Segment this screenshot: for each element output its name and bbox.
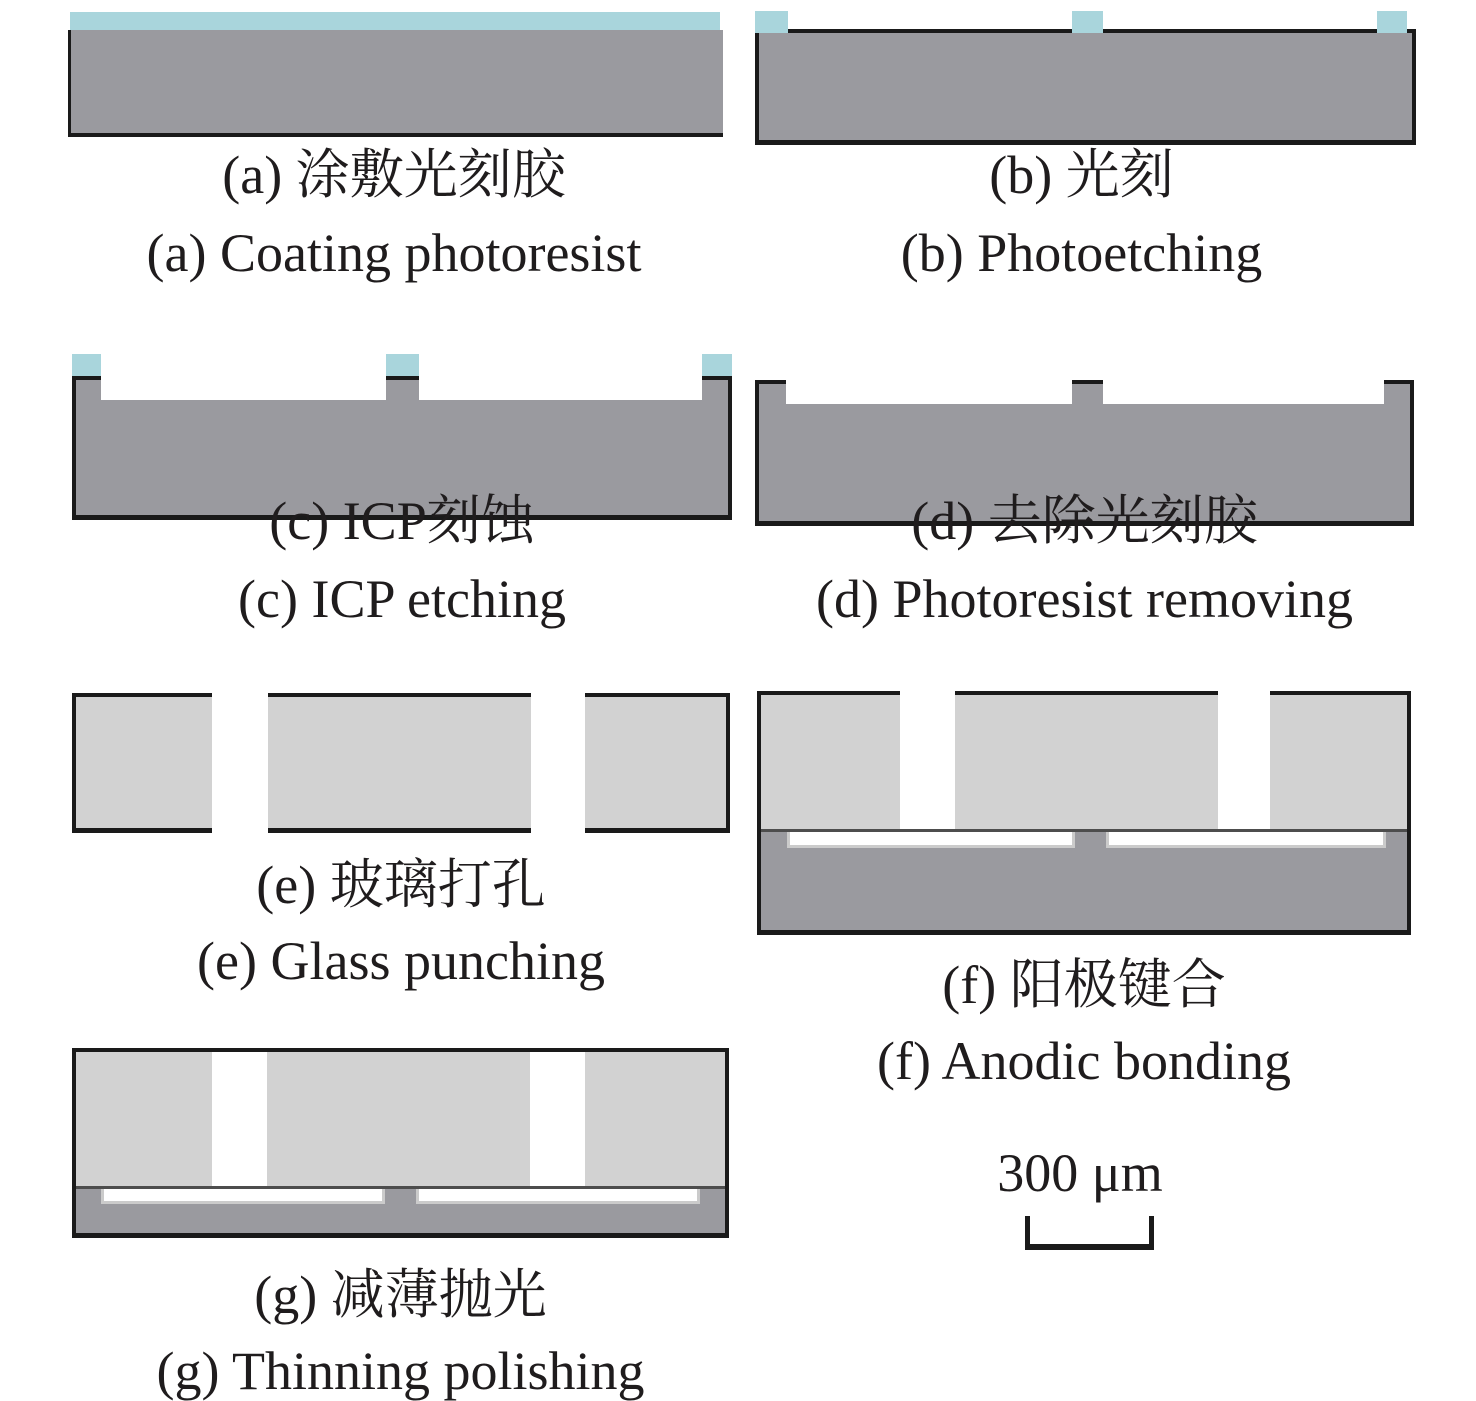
glass-punched-hole xyxy=(212,1052,267,1186)
caption-f-zh: (f) 阳极键合 xyxy=(942,955,1226,1015)
caption-f-en: (f) Anodic bonding xyxy=(877,1031,1291,1091)
caption-b-zh: (b) 光刻 xyxy=(989,145,1174,205)
photoresist-pad xyxy=(702,354,732,376)
caption-b-en: (b) Photoetching xyxy=(900,223,1263,283)
etch-cavity xyxy=(101,1189,385,1204)
photoresist-pad xyxy=(72,354,101,376)
scale-bar-label: 300 μm xyxy=(997,1143,1163,1203)
etch-cavity xyxy=(416,1189,700,1204)
silicon-substrate xyxy=(755,29,1416,145)
caption-e-en: (e) Glass punching xyxy=(197,931,605,991)
silicon-thinned-body xyxy=(76,1189,725,1233)
photoresist-pad xyxy=(1072,11,1103,33)
silicon-substrate xyxy=(68,30,723,137)
caption-c-zh: (c) ICP刻蚀 xyxy=(269,491,535,551)
glass-punched-hole xyxy=(530,1052,585,1186)
etch-cavity xyxy=(1106,832,1386,848)
glass-block xyxy=(72,693,212,833)
caption-e-zh: (e) 玻璃打孔 xyxy=(256,855,546,915)
caption-d-zh: (d) 去除光刻胶 xyxy=(911,491,1258,551)
glass-layer xyxy=(76,1052,725,1186)
glass-block xyxy=(1270,691,1407,829)
thinned-bonded-stack xyxy=(72,1048,729,1238)
photoresist-pad xyxy=(386,354,419,376)
glass-block xyxy=(585,693,730,833)
caption-g-zh: (g) 减薄抛光 xyxy=(254,1265,547,1325)
glass-block xyxy=(955,691,1218,829)
etch-cavity xyxy=(787,832,1075,848)
photoresist-layer xyxy=(70,12,720,30)
silicon-etched-body xyxy=(761,832,1407,930)
bonded-stack xyxy=(757,691,1411,935)
caption-a-en: (a) Coating photoresist xyxy=(146,223,642,283)
caption-a-zh: (a) 涂敷光刻胶 xyxy=(222,145,566,205)
glass-block xyxy=(268,693,531,833)
photoresist-pad xyxy=(1377,11,1407,33)
glass-block xyxy=(761,691,900,829)
caption-g-en: (g) Thinning polishing xyxy=(156,1341,645,1401)
photoresist-pad xyxy=(755,11,788,33)
scale-bar xyxy=(1025,1216,1154,1250)
caption-c-en: (c) ICP etching xyxy=(238,569,566,629)
caption-d-en: (d) Photoresist removing xyxy=(816,569,1353,629)
